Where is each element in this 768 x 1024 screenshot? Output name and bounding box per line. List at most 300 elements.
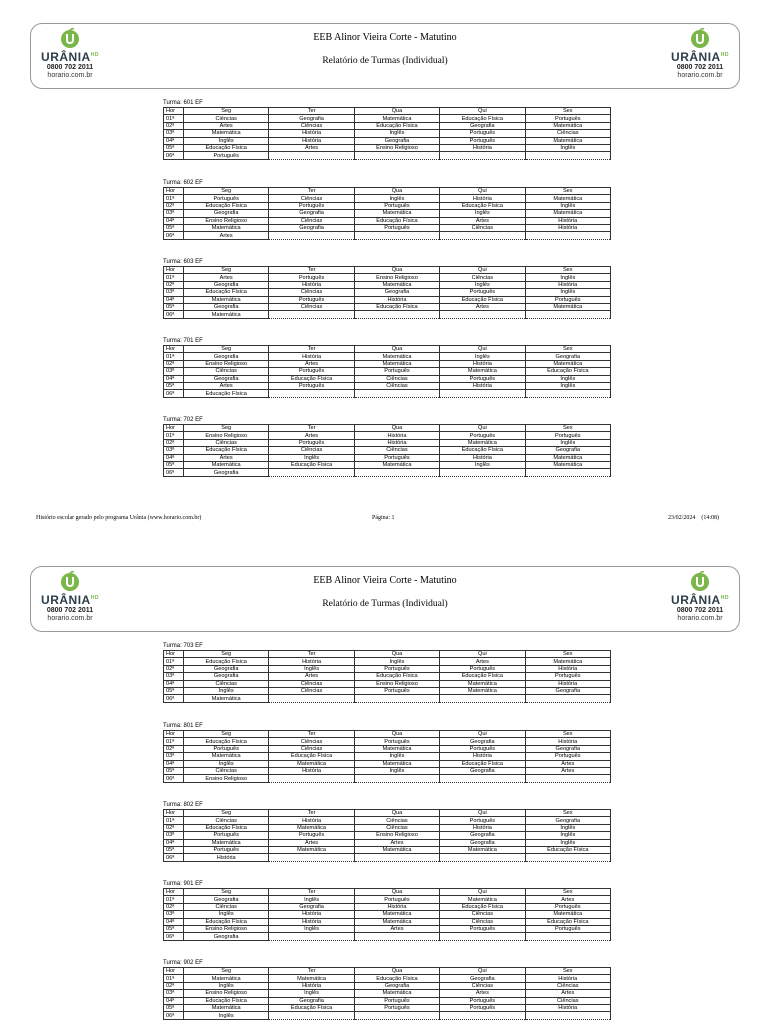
column-header: Ter	[269, 889, 354, 896]
school-title: EEB Alinor Vieira Corte - Matutino	[313, 575, 457, 586]
subject-cell: Inglês	[354, 195, 439, 202]
subject-cell: Ciências	[184, 439, 269, 446]
period-cell: 01ª	[164, 274, 184, 281]
column-header: Ter	[269, 188, 354, 195]
subject-cell	[525, 152, 610, 159]
subject-cell: Matemática	[525, 122, 610, 129]
subject-cell: Inglês	[269, 665, 354, 672]
subject-cell	[269, 695, 354, 702]
period-cell: 04ª	[164, 997, 184, 1004]
subject-cell: Inglês	[184, 982, 269, 989]
logo-site: horario.com.br	[677, 72, 723, 79]
period-cell: 06ª	[164, 469, 184, 476]
period-cell: 02ª	[164, 665, 184, 672]
table-row	[164, 839, 611, 846]
period-cell: 05ª	[164, 1004, 184, 1011]
column-header: Seg	[184, 968, 269, 975]
turma-label: Turma: 602 EF	[163, 180, 203, 186]
turma-block	[163, 100, 611, 160]
period-cell: 03ª	[164, 289, 184, 296]
subject-cell: Matemática	[440, 846, 525, 853]
schedule-table	[163, 730, 611, 783]
page-header	[30, 566, 740, 632]
subject-cell	[440, 152, 525, 159]
logo-brand: $URÂNIA^{HD}$	[41, 50, 99, 64]
logo-phone: 0800 702 2011	[676, 64, 724, 71]
subject-cell: Português	[440, 130, 525, 137]
subject-cell	[440, 695, 525, 702]
subject-cell: Ciências	[354, 382, 439, 389]
column-header: Qui	[440, 731, 525, 738]
subject-cell: Ciências	[269, 289, 354, 296]
subject-cell: História	[269, 817, 354, 824]
subject-cell: Ciências	[184, 368, 269, 375]
subject-cell: Geografia	[184, 375, 269, 382]
table-row	[164, 144, 611, 151]
subject-cell: Matemática	[354, 911, 439, 918]
subject-cell: História	[269, 137, 354, 144]
column-header: Ter	[269, 108, 354, 115]
column-header: Sex	[525, 108, 610, 115]
subject-cell: Inglês	[440, 281, 525, 288]
subject-cell: Matemática	[184, 839, 269, 846]
period-cell: 04ª	[164, 454, 184, 461]
subject-cell	[440, 1012, 525, 1019]
subject-cell	[440, 469, 525, 476]
subject-cell: Inglês	[269, 896, 354, 903]
period-cell: 02ª	[164, 745, 184, 752]
subject-cell: Inglês	[440, 353, 525, 360]
subject-cell: Artes	[440, 990, 525, 997]
subject-cell: Geografia	[184, 673, 269, 680]
table-row	[164, 982, 611, 989]
column-header: Hor	[164, 651, 184, 658]
subject-cell: Artes	[269, 144, 354, 151]
subject-cell: Inglês	[525, 839, 610, 846]
subject-cell: Inglês	[525, 144, 610, 151]
subject-cell: Matemática	[525, 911, 610, 918]
subject-cell: Geografia	[269, 224, 354, 231]
subject-cell: Ciências	[440, 274, 525, 281]
logo-ball-icon	[689, 28, 711, 50]
subject-cell: Geografia	[440, 839, 525, 846]
period-cell: 01ª	[164, 817, 184, 824]
subject-cell: Português	[269, 368, 354, 375]
subject-cell: Educação Física	[269, 461, 354, 468]
subject-cell: Educação Física	[184, 289, 269, 296]
subject-cell: Inglês	[354, 767, 439, 774]
subject-cell: Inglês	[354, 130, 439, 137]
subject-cell: História	[525, 738, 610, 745]
subject-cell: Matemática	[440, 439, 525, 446]
table-row	[164, 217, 611, 224]
subject-cell	[354, 775, 439, 782]
subject-cell: Inglês	[440, 210, 525, 217]
table-row	[164, 296, 611, 303]
subject-cell: História	[269, 658, 354, 665]
subject-cell: Geografia	[440, 738, 525, 745]
subject-cell: Matemática	[525, 210, 610, 217]
column-header: Qua	[354, 188, 439, 195]
column-header: Qui	[440, 810, 525, 817]
table-header-row	[164, 346, 611, 353]
column-header: Sex	[525, 731, 610, 738]
table-row	[164, 896, 611, 903]
schedule-table	[163, 650, 611, 703]
subject-cell: História	[354, 439, 439, 446]
subject-cell: Artes	[525, 760, 610, 767]
subject-cell	[525, 695, 610, 702]
subject-cell: Ensino Religioso	[184, 775, 269, 782]
subject-cell: Português	[354, 202, 439, 209]
subject-cell: Geografia	[184, 353, 269, 360]
subject-cell: Português	[354, 454, 439, 461]
table-header-row	[164, 651, 611, 658]
subject-cell: História	[354, 296, 439, 303]
column-header: Ter	[269, 651, 354, 658]
subject-cell: Inglês	[525, 289, 610, 296]
subject-cell: História	[440, 382, 525, 389]
subject-cell: Ciências	[184, 767, 269, 774]
table-row	[164, 152, 611, 159]
period-cell: 06ª	[164, 933, 184, 940]
subject-cell: Artes	[525, 896, 610, 903]
subject-cell: Ciências	[440, 982, 525, 989]
subject-cell: Matemática	[354, 281, 439, 288]
column-header: Seg	[184, 425, 269, 432]
subject-cell: Português	[525, 296, 610, 303]
column-header: Ter	[269, 425, 354, 432]
column-header: Sex	[525, 425, 610, 432]
period-cell: 02ª	[164, 202, 184, 209]
period-cell: 03ª	[164, 911, 184, 918]
subject-cell: Matemática	[440, 680, 525, 687]
period-cell: 01ª	[164, 432, 184, 439]
table-row	[164, 767, 611, 774]
subject-cell: Educação Física	[440, 673, 525, 680]
period-cell: 01ª	[164, 975, 184, 982]
column-header: Hor	[164, 968, 184, 975]
subject-cell: Educação Física	[440, 115, 525, 122]
subject-cell	[440, 390, 525, 397]
period-cell: 02ª	[164, 281, 184, 288]
subject-cell: Ensino Religioso	[354, 274, 439, 281]
subject-cell: Educação Física	[184, 202, 269, 209]
period-cell: 06ª	[164, 152, 184, 159]
subject-cell: Artes	[269, 839, 354, 846]
period-cell: 04ª	[164, 680, 184, 687]
column-header: Seg	[184, 188, 269, 195]
table-header-row	[164, 425, 611, 432]
period-cell: 06ª	[164, 854, 184, 861]
period-cell: 01ª	[164, 195, 184, 202]
subject-cell: Matemática	[525, 303, 610, 310]
subject-cell: Português	[354, 896, 439, 903]
page-header	[30, 23, 740, 89]
subject-cell: Português	[354, 687, 439, 694]
subject-cell: Geografia	[440, 975, 525, 982]
table-row	[164, 738, 611, 745]
column-header: Qui	[440, 651, 525, 658]
subject-cell: História	[440, 824, 525, 831]
subject-cell: Educação Física	[184, 390, 269, 397]
subject-cell: História	[525, 665, 610, 672]
turma-label: Turma: 901 EF	[163, 881, 203, 887]
subject-cell: Matemática	[184, 1004, 269, 1011]
period-cell: 03ª	[164, 753, 184, 760]
subject-cell: Educação Física	[440, 760, 525, 767]
period-cell: 02ª	[164, 982, 184, 989]
subject-cell: Matemática	[440, 687, 525, 694]
logo-site: horario.com.br	[677, 615, 723, 622]
subject-cell: Inglês	[354, 658, 439, 665]
subject-cell: Inglês	[525, 274, 610, 281]
turma-label: Turma: 703 EF	[163, 643, 203, 649]
table-row	[164, 122, 611, 129]
table-row	[164, 130, 611, 137]
period-cell: 05ª	[164, 224, 184, 231]
column-header: Sex	[525, 188, 610, 195]
column-header: Ter	[269, 267, 354, 274]
subject-cell: Matemática	[354, 461, 439, 468]
table-row	[164, 232, 611, 239]
subject-cell: Português	[440, 1004, 525, 1011]
column-header: Qua	[354, 810, 439, 817]
logo-brand: $URÂNIA^{HD}$	[671, 50, 729, 64]
subject-cell: Artes	[184, 274, 269, 281]
table-row	[164, 1012, 611, 1019]
turma-block	[163, 259, 611, 319]
subject-cell: Ciências	[354, 375, 439, 382]
subject-cell	[440, 854, 525, 861]
period-cell: 06ª	[164, 390, 184, 397]
footer-generator: Histório escolar gerado pelo programa Urânia (www.horario.com.br)	[36, 515, 202, 521]
turma-block	[163, 802, 611, 862]
subject-cell: Matemática	[184, 224, 269, 231]
period-cell: 01ª	[164, 738, 184, 745]
subject-cell: Geografia	[525, 745, 610, 752]
turma-block	[163, 643, 611, 703]
turma-label: Turma: 701 EF	[163, 338, 203, 344]
subject-cell: Matemática	[525, 360, 610, 367]
subject-cell: Geografia	[440, 832, 525, 839]
turma-label: Turma: 601 EF	[163, 100, 203, 106]
subject-cell: História	[269, 767, 354, 774]
subject-cell: Geografia	[354, 137, 439, 144]
subject-cell: Ciências	[440, 224, 525, 231]
period-cell: 03ª	[164, 130, 184, 137]
table-row	[164, 390, 611, 397]
subject-cell	[354, 232, 439, 239]
table-row	[164, 289, 611, 296]
period-cell: 01ª	[164, 658, 184, 665]
subject-cell: Português	[184, 152, 269, 159]
table-row	[164, 368, 611, 375]
subject-cell: Educação Física	[525, 368, 610, 375]
subject-cell: Matemática	[184, 461, 269, 468]
subject-cell	[354, 933, 439, 940]
subject-cell: Geografia	[184, 210, 269, 217]
table-row	[164, 360, 611, 367]
subject-cell: Português	[440, 137, 525, 144]
subject-cell: Inglês	[525, 375, 610, 382]
subject-cell: Português	[440, 375, 525, 382]
table-header-row	[164, 108, 611, 115]
period-cell: 03ª	[164, 990, 184, 997]
period-cell: 04ª	[164, 760, 184, 767]
period-cell: 03ª	[164, 832, 184, 839]
subject-cell: Matemática	[269, 975, 354, 982]
subject-cell: Português	[440, 745, 525, 752]
subject-cell	[354, 311, 439, 318]
schedule-table	[163, 888, 611, 941]
subject-cell: Geografia	[184, 665, 269, 672]
subject-cell: História	[440, 360, 525, 367]
column-header: Hor	[164, 108, 184, 115]
subject-cell: Inglês	[184, 911, 269, 918]
period-cell: 05ª	[164, 382, 184, 389]
table-row	[164, 903, 611, 910]
table-row	[164, 353, 611, 360]
period-cell: 04ª	[164, 375, 184, 382]
column-header: Qua	[354, 651, 439, 658]
report-subtitle: Relatório de Turmas (Individual)	[322, 56, 448, 66]
subject-cell: Português	[525, 115, 610, 122]
table-row	[164, 760, 611, 767]
subject-cell: Matemática	[354, 115, 439, 122]
subject-cell: História	[525, 680, 610, 687]
subject-cell: Ciências	[184, 115, 269, 122]
subject-cell: História	[525, 224, 610, 231]
column-header: Qua	[354, 346, 439, 353]
column-header: Sex	[525, 810, 610, 817]
period-cell: 04ª	[164, 918, 184, 925]
subject-cell: Educação Física	[184, 738, 269, 745]
column-header: Hor	[164, 889, 184, 896]
subject-cell: Geografia	[184, 281, 269, 288]
turma-block	[163, 338, 611, 398]
subject-cell: Geografia	[269, 115, 354, 122]
subject-cell: História	[269, 353, 354, 360]
subject-cell: Geografia	[269, 997, 354, 1004]
table-row	[164, 311, 611, 318]
table-row	[164, 1004, 611, 1011]
period-cell: 05ª	[164, 687, 184, 694]
table-row	[164, 115, 611, 122]
subject-cell: Inglês	[440, 461, 525, 468]
subject-cell: Ciências	[269, 680, 354, 687]
table-header-row	[164, 731, 611, 738]
logo-ball-icon	[689, 571, 711, 593]
period-cell: 02ª	[164, 903, 184, 910]
subject-cell: Matemática	[525, 195, 610, 202]
subject-cell: Educação Física	[269, 753, 354, 760]
subject-cell: Inglês	[184, 687, 269, 694]
subject-cell: Inglês	[269, 454, 354, 461]
table-row	[164, 745, 611, 752]
column-header: Hor	[164, 810, 184, 817]
period-cell: 05ª	[164, 925, 184, 932]
subject-cell: Português	[184, 195, 269, 202]
period-cell: 06ª	[164, 1012, 184, 1019]
subject-cell: História	[525, 975, 610, 982]
table-row	[164, 658, 611, 665]
table-row	[164, 461, 611, 468]
column-header: Qua	[354, 731, 439, 738]
subject-cell: Geografia	[440, 122, 525, 129]
turma-block	[163, 180, 611, 240]
subject-cell: Inglês	[184, 137, 269, 144]
subject-cell	[525, 469, 610, 476]
footer-page-number: Página: 1	[372, 515, 395, 521]
subject-cell: Artes	[184, 454, 269, 461]
table-row	[164, 925, 611, 932]
column-header: Qui	[440, 889, 525, 896]
subject-cell: História	[525, 281, 610, 288]
subject-cell: Matemática	[525, 137, 610, 144]
subject-cell: Educação Física	[184, 658, 269, 665]
subject-cell: Geografia	[269, 903, 354, 910]
subject-cell	[354, 390, 439, 397]
table-header-row	[164, 267, 611, 274]
subject-cell: Geografia	[525, 817, 610, 824]
table-row	[164, 224, 611, 231]
subject-cell: Ciências	[440, 918, 525, 925]
subject-cell: Matemática	[440, 368, 525, 375]
subject-cell: Matemática	[269, 760, 354, 767]
subject-cell: Educação Física	[354, 975, 439, 982]
schedule-table	[163, 107, 611, 160]
subject-cell	[440, 775, 525, 782]
subject-cell: Ciências	[269, 217, 354, 224]
subject-cell: Português	[525, 432, 610, 439]
table-row	[164, 854, 611, 861]
subject-cell: Educação Física	[440, 202, 525, 209]
column-header: Qui	[440, 346, 525, 353]
subject-cell	[269, 390, 354, 397]
subject-cell: Artes	[440, 217, 525, 224]
subject-cell: Matemática	[354, 846, 439, 853]
subject-cell: Matemática	[525, 461, 610, 468]
period-cell: 05ª	[164, 461, 184, 468]
subject-cell: Português	[269, 202, 354, 209]
subject-cell: Geografia	[440, 767, 525, 774]
subject-cell	[354, 695, 439, 702]
schedule-table	[163, 809, 611, 862]
subject-cell	[525, 232, 610, 239]
subject-cell: História	[440, 195, 525, 202]
period-cell: 05ª	[164, 144, 184, 151]
schedule-table	[163, 967, 611, 1020]
table-row	[164, 210, 611, 217]
subject-cell: Ciências	[269, 122, 354, 129]
period-cell: 06ª	[164, 232, 184, 239]
table-row	[164, 846, 611, 853]
column-header: Qua	[354, 108, 439, 115]
subject-cell: Ensino Religioso	[184, 990, 269, 997]
subject-cell: Inglês	[184, 1012, 269, 1019]
table-row	[164, 817, 611, 824]
subject-cell	[354, 152, 439, 159]
period-cell: 02ª	[164, 824, 184, 831]
column-header: Qui	[440, 968, 525, 975]
table-row	[164, 687, 611, 694]
subject-cell: História	[184, 854, 269, 861]
period-cell: 06ª	[164, 695, 184, 702]
period-cell: 03ª	[164, 210, 184, 217]
subject-cell: Ciências	[269, 447, 354, 454]
logo-phone: 0800 702 2011	[46, 64, 94, 71]
